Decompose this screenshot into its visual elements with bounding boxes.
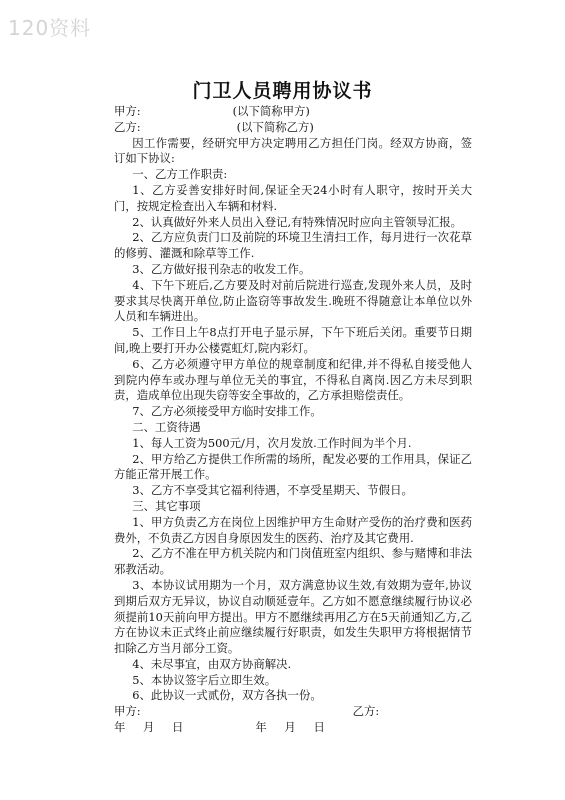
section-3-heading: 三、其它事项 xyxy=(132,498,201,513)
party-a-line xyxy=(114,104,472,120)
watermark: 120资料 xyxy=(8,16,92,40)
date-line xyxy=(114,720,472,736)
section-1-item: 4、下午下班后,乙方要及时对前后院进行巡查,发现外来人员，及时要求其尽快离开单位,防止盗窃等事故发生.晚班不得随意让本单位以外人员和车辆进出。 xyxy=(114,277,472,324)
signature-party-a: 甲方: xyxy=(114,704,141,719)
date-party-b: 年 月 日 xyxy=(255,720,325,735)
party-a-note: (以下简称甲方) xyxy=(232,104,310,118)
section-2-item: 1、每人工资为500元/月，次月发放.工作时间为半个月. xyxy=(132,435,412,450)
intro-paragraph: 因工作需要，经研究甲方决定聘用乙方担任门岗。经双方协商，签订如下协议: xyxy=(114,135,472,166)
section-1-heading: 一、乙方工作职责: xyxy=(132,167,228,182)
section-1-item: 7、乙方必须接受甲方临时安排工作。 xyxy=(132,404,322,419)
section-1-item: 1、乙方妥善安排好时间,保证全天24小时有人职守，按时开关大门，按规定检查出入车辆和材料. xyxy=(114,182,472,213)
party-b-note: (以下简称乙方) xyxy=(236,119,314,134)
party-a-label: 甲方: xyxy=(114,104,141,118)
signature-party-b: 乙方: xyxy=(352,704,380,719)
section-2-item: 2、甲方给乙方提供工作所需的场所，配发必要的工作用具，保证乙方能正常开展工作。 xyxy=(114,451,472,482)
party-b-label: 乙方: xyxy=(114,119,141,134)
section-1-item: 3、乙方做好报刊杂志的收发工作。 xyxy=(132,261,311,276)
document-title: 门卫人员聘用协议书 xyxy=(192,80,373,102)
section-3-item: 2、乙方不准在甲方机关院内和门岗值班室内组织、参与赌博和非法邪教活动。 xyxy=(114,546,472,577)
section-3-item: 1、甲方负责乙方在岗位上因维护甲方生命财产受伤的治疗费和医药费外，不负责乙方因自身原因发生的医药、治疗及其它费用. xyxy=(114,514,472,545)
section-2-item: 3、乙方不享受其它福利待遇，不享受星期天、节假日。 xyxy=(132,483,413,498)
document-body xyxy=(114,104,472,736)
section-3-item: 5、本协议签字后立即生效。 xyxy=(132,672,277,687)
signature-line xyxy=(114,704,472,720)
section-3-item: 3、本协议试用期为一个月，双方满意协议生效,有效期为壹年,协议到期后双方无异议，协议自动顺延壹年。乙方如不愿意继续履行协议必须提前10天前向甲方提出。甲方不愿继续再用乙方在5天前通知乙方,乙方在协议未正式终止前应继续履行好职责，如发生失职甲方将根据情节扣除乙方当月部分工资。 xyxy=(114,577,472,656)
date-party-a: 年 月 日 xyxy=(114,720,184,735)
section-1-item: 2、乙方应负责门口及前院的环境卫生清扫工作，每月进行一次花草的修剪、灌溉和除草等工作. xyxy=(114,230,472,261)
section-1-item: 6、乙方必须遵守甲方单位的规章制度和纪律,并不得私自接受他人到院内停车或办理与单位无关的事宜，不得私自离岗.因乙方未尽到职责，造成单位出现失窃等安全事故的，乙方承担赔偿责任。 xyxy=(114,356,472,403)
section-1-item: 5、工作日上午8点打开电子显示屏，下午下班后关闭。重要节日期间,晚上要打开办公楼霓虹灯,院内彩灯。 xyxy=(114,325,472,355)
section-3-item: 6、此协议一式贰份，双方各执一份。 xyxy=(132,688,322,703)
section-2-heading: 二、工资待遇 xyxy=(132,419,201,434)
party-b-line xyxy=(114,120,472,136)
section-3-item: 4、未尽事宜，由双方协商解决. xyxy=(132,656,292,671)
section-1-item: 2、认真做好外来人员出入登记,有特殊情况时应向主管领导汇报。 xyxy=(132,214,463,229)
